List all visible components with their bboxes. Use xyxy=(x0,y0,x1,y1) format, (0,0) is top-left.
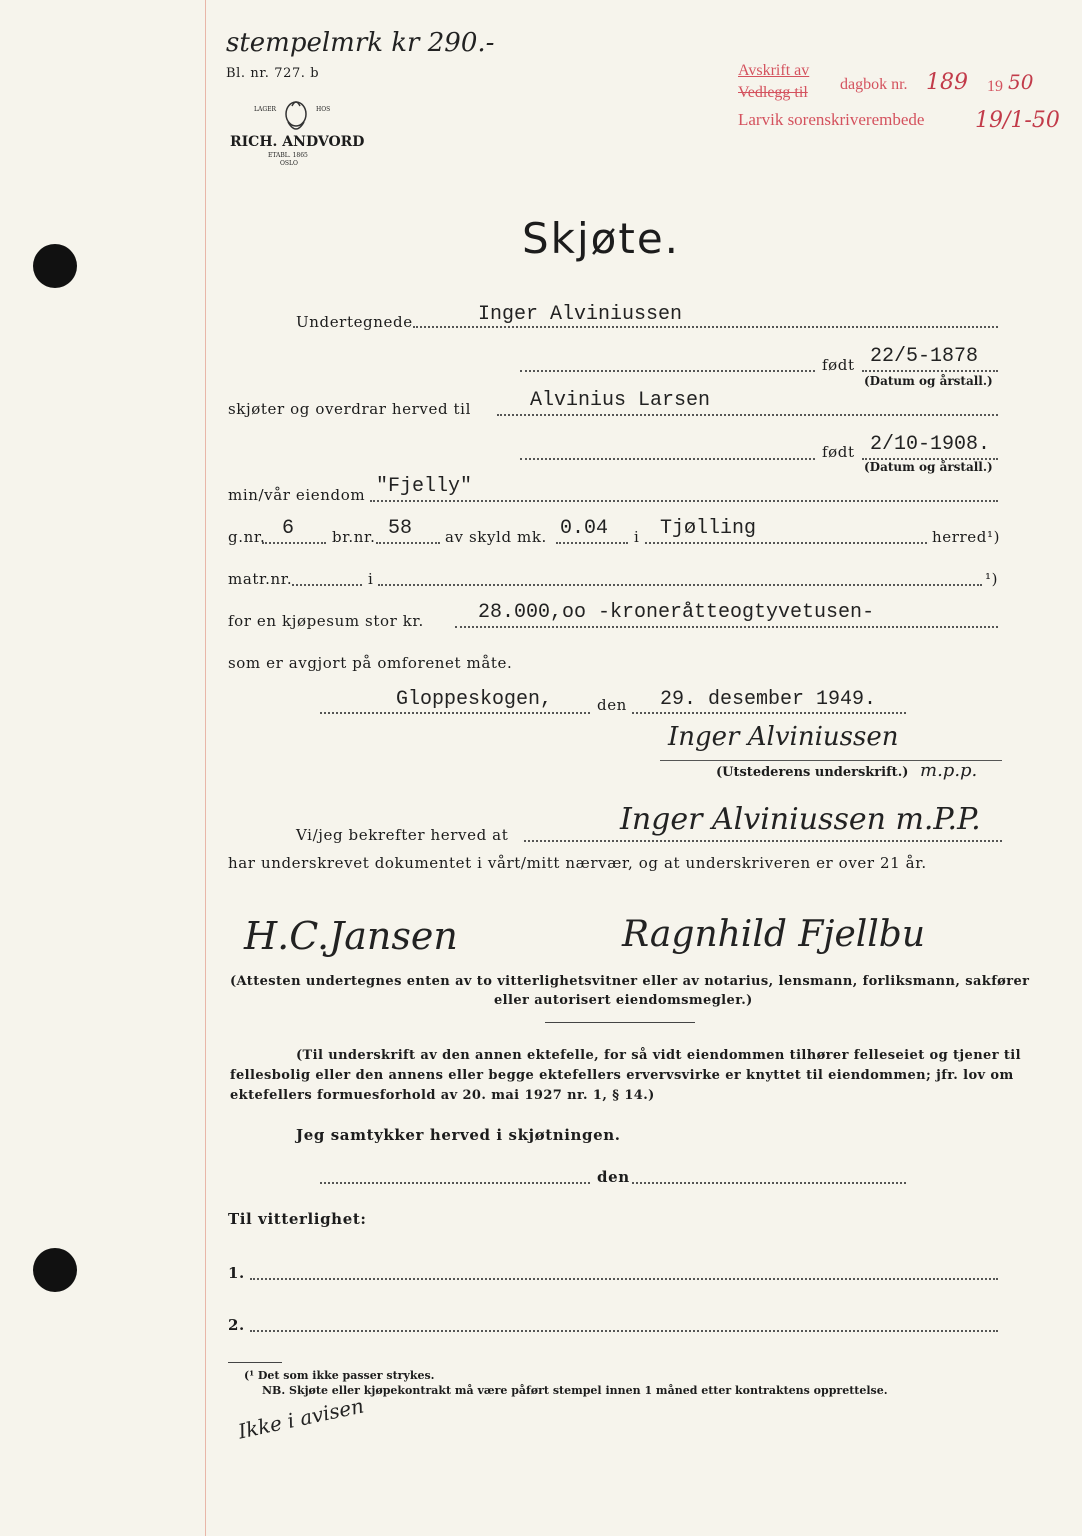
place-line xyxy=(320,712,590,714)
buyer-line xyxy=(497,414,998,416)
herred-line xyxy=(645,542,927,544)
fodt1-label: født xyxy=(822,356,855,374)
kjopesum-line xyxy=(455,626,998,628)
matr-end-label: ¹) xyxy=(985,570,999,588)
logo-left-text: LAGER xyxy=(254,106,277,113)
footnote-nb: NB. Skjøte eller kjøpekontrakt må være påført stempel innen 1 måned etter kontraktens opprettelse. xyxy=(262,1384,888,1397)
skyld-line xyxy=(556,542,628,544)
stamp-office: Larvik sorenskriverembede xyxy=(738,110,925,129)
stamp-fee-note: stempelmrk kr 290.- xyxy=(226,28,495,58)
witness-1-label: 1. xyxy=(228,1264,245,1282)
matr-i-label: i xyxy=(368,570,374,588)
kjopesum-label: for en kjøpesum stor kr. xyxy=(228,612,424,630)
confirm-line xyxy=(524,840,1002,842)
undertegnede-value: Inger Alviniussen xyxy=(478,303,683,326)
consent-den-label: den xyxy=(597,1168,630,1186)
eiendom-value: "Fjelly" xyxy=(376,475,473,498)
publisher-name: RICH. ANDVORD xyxy=(230,134,365,150)
stamp-dagbok-label: dagbok nr. xyxy=(840,76,908,93)
avgjort-text: som er avgjort på omforenet måte. xyxy=(228,654,513,672)
issuer-mp: m.p.p. xyxy=(920,760,978,781)
confirm-signature: Inger Alviniussen m.P.P. xyxy=(620,802,981,837)
skjoter-label: skjøter og overdrar herved til xyxy=(228,400,471,418)
vitterlighet-label: Til vitterlighet: xyxy=(228,1210,367,1228)
herred-value: Tjølling xyxy=(660,517,757,540)
undertegnede-label: Undertegnede xyxy=(296,313,413,331)
den-label: den xyxy=(597,696,627,714)
margin-rule xyxy=(205,0,206,1536)
fodt1-hint: (Datum og årstall.) xyxy=(864,374,993,388)
spouse-para-line2: fellesbolig eller den annens eller begge ektefellers ervervsvirke er knyttet til eiendommen; jfr. lov om xyxy=(230,1068,1014,1083)
fodt1-line xyxy=(862,370,998,372)
date-value: 29. desember 1949. xyxy=(660,688,877,711)
form-number: Bl. nr. 727. b xyxy=(226,66,320,81)
fodt2-leading-line xyxy=(520,458,815,460)
stamp-dagbok-number: 189 xyxy=(926,70,968,95)
witness-1-line xyxy=(250,1278,998,1280)
attest-note-line1: (Attesten undertegnes enten av to vitterlighetsvitner eller av notarius, lensmann, forliksmann, sakfører xyxy=(230,974,1030,989)
fodt1-value: 22/5-1878 xyxy=(870,345,979,368)
stamp-line-vedlegg: Vedlegg til xyxy=(738,84,808,101)
witness-2-label: 2. xyxy=(228,1316,245,1334)
attest-separator xyxy=(545,1022,695,1023)
eiendom-label: min/vår eiendom xyxy=(228,486,366,504)
brnr-label: br.nr. xyxy=(332,528,376,546)
brnr-value: 58 xyxy=(388,517,413,540)
issuer-signature: Inger Alviniussen xyxy=(668,722,899,752)
consent-text: Jeg samtykker herved i skjøtningen. xyxy=(296,1126,621,1144)
witness-2-line xyxy=(250,1330,998,1332)
stamp-year-prefix: 19 xyxy=(987,78,1003,95)
witness-2-signature: Ragnhild Fjellbu xyxy=(622,914,926,955)
logo-right-text: HOS xyxy=(316,106,331,113)
eiendom-line xyxy=(370,500,998,502)
skyld-value: 0.04 xyxy=(560,517,609,540)
issuer-signature-label: (Utstederens underskrift.) xyxy=(716,765,909,780)
publisher-logo xyxy=(228,92,363,172)
stamp-line-avskrift: Avskrift av xyxy=(738,62,810,79)
witness-1-signature: H.C.Jansen xyxy=(244,914,458,958)
fodt2-hint: (Datum og årstall.) xyxy=(864,460,993,474)
buyer-value: Alvinius Larsen xyxy=(530,389,711,412)
kjopesum-value: 28.000,oo -kroneråtteogtyvetusen- xyxy=(478,601,875,624)
gnr-line xyxy=(262,542,326,544)
publisher-established: ETABL. 1865 xyxy=(268,152,308,159)
brnr-line xyxy=(376,542,440,544)
matr-line xyxy=(292,584,362,586)
margin-note: Ikke i avisen xyxy=(236,1393,366,1444)
consent-place-line xyxy=(320,1182,590,1184)
skyld-label: av skyld mk. xyxy=(445,528,547,546)
footnote-1: (¹ Det som ikke passer strykes. xyxy=(244,1369,435,1382)
gnr-value: 6 xyxy=(282,517,295,540)
spouse-para-line1: (Til underskrift av den annen ektefelle, for så vidt eiendommen tilhører felleseiet og tjener til xyxy=(296,1048,1021,1063)
fodt1-leading-line xyxy=(520,370,815,372)
confirm-text: har underskrevet dokumentet i vårt/mitt nærvær, og at underskriveren er over 21 år. xyxy=(228,854,927,872)
date-line xyxy=(632,712,906,714)
punch-hole-bottom xyxy=(33,1248,77,1292)
spouse-para-line3: ektefellers formuesforhold av 20. mai 1927 nr. 1, § 14.) xyxy=(230,1088,655,1103)
footnote-rule xyxy=(228,1362,282,1363)
document-title: Skjøte. xyxy=(522,214,681,263)
publisher-city: OSLO xyxy=(280,160,298,167)
herred-label: herred¹) xyxy=(932,528,1001,546)
confirm-label: Vi/jeg bekrefter herved at xyxy=(296,826,509,844)
fodt2-label: født xyxy=(822,443,855,461)
i-label: i xyxy=(634,528,640,546)
matr-place-line xyxy=(378,584,982,586)
punch-hole-top xyxy=(33,244,77,288)
stamp-date: 19/1-50 xyxy=(975,108,1060,133)
undertegnede-line xyxy=(413,326,998,328)
attest-note-line2: eller autorisert eiendomsmegler.) xyxy=(494,993,753,1008)
fodt2-value: 2/10-1908. xyxy=(870,433,991,456)
matr-label: matr.nr. xyxy=(228,570,293,588)
consent-date-line xyxy=(632,1182,906,1184)
gnr-label: g.nr. xyxy=(228,528,266,546)
place-value: Gloppeskogen, xyxy=(396,688,553,711)
stamp-year-suffix: 50 xyxy=(1008,70,1034,94)
